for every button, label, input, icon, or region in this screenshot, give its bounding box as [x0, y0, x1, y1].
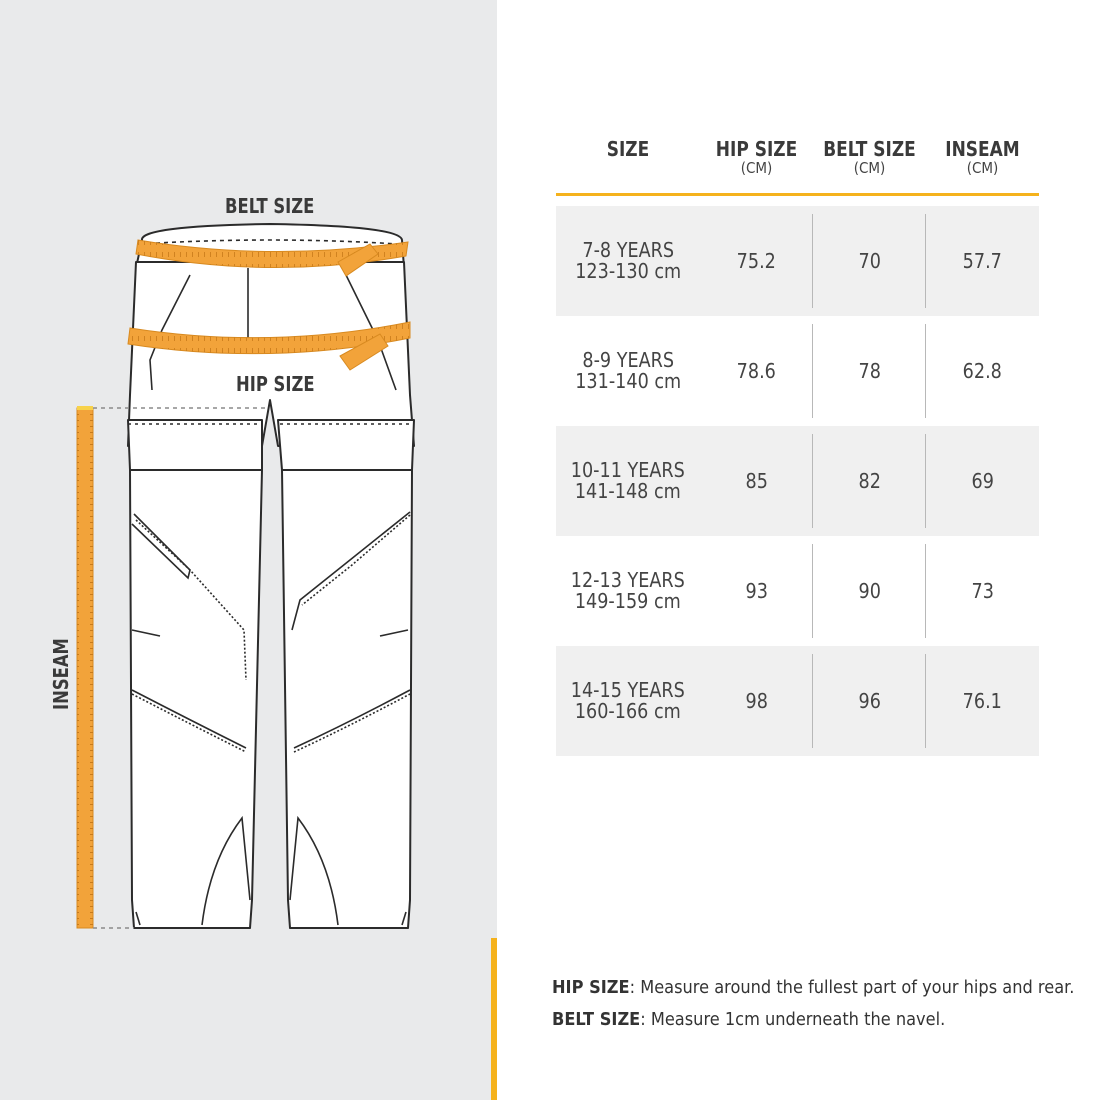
belt-cell: 90 — [813, 536, 926, 646]
table-header-row — [556, 138, 1039, 195]
hip-cell: 93 — [700, 536, 813, 646]
table-row — [556, 536, 1039, 646]
hip-cell: 78.6 — [700, 316, 813, 426]
inseam-cell: 62.8 — [962, 358, 1003, 383]
belt-cell: 70 — [813, 206, 926, 316]
inseam-cell: 69 — [926, 426, 1039, 536]
header-hip-size: HIP SIZE (CM) — [700, 138, 813, 195]
header-belt-size: BELT SIZE (CM) — [813, 138, 926, 195]
belt-cell: 96 — [813, 646, 926, 756]
measurement-notes — [552, 972, 1100, 1036]
hip-note-text: : Measure around the fullest part of your hips and rear. — [629, 977, 1075, 998]
hip-cell: 98 — [700, 646, 813, 756]
size-table — [556, 138, 1039, 756]
hip-note — [552, 972, 1074, 1004]
hip-cell: 85 — [700, 426, 813, 536]
inseam-cell: 73 — [971, 578, 994, 603]
inseam-cell: 76.1 — [926, 646, 1039, 756]
size-cell: 10-11 YEARS 141-148 cm — [556, 426, 700, 536]
belt-cell: 78 — [813, 316, 926, 426]
header-inseam: INSEAM (CM) — [926, 138, 1039, 195]
table-row — [556, 316, 1039, 426]
belt-note-term: BELT SIZE — [552, 1009, 641, 1030]
belt-cell: 82 — [813, 426, 926, 536]
size-cell: 14-15 YEARS 160-166 cm — [556, 646, 700, 756]
table-row — [556, 426, 1039, 536]
inseam-label: INSEAM — [49, 638, 73, 710]
size-cell: 12-13 YEARS 149-159 cm — [570, 568, 686, 613]
hip-size-label: HIP SIZE — [236, 372, 315, 396]
hip-note-term: HIP SIZE — [552, 977, 630, 998]
pants-diagram — [0, 0, 497, 1100]
belt-note-text: : Measure 1cm underneath the navel. — [640, 1009, 946, 1030]
table-row — [556, 646, 1039, 756]
size-cell: 7-8 YEARS 123-130 cm — [556, 206, 700, 316]
header-size: SIZE — [556, 138, 700, 195]
inseam-cell: 57.7 — [926, 206, 1039, 316]
size-cell: 8-9 YEARS 131-140 cm — [575, 348, 681, 393]
table-row — [556, 206, 1039, 316]
hip-cell: 75.2 — [700, 206, 813, 316]
belt-size-label: BELT SIZE — [225, 194, 315, 218]
belt-note — [552, 1004, 1074, 1036]
